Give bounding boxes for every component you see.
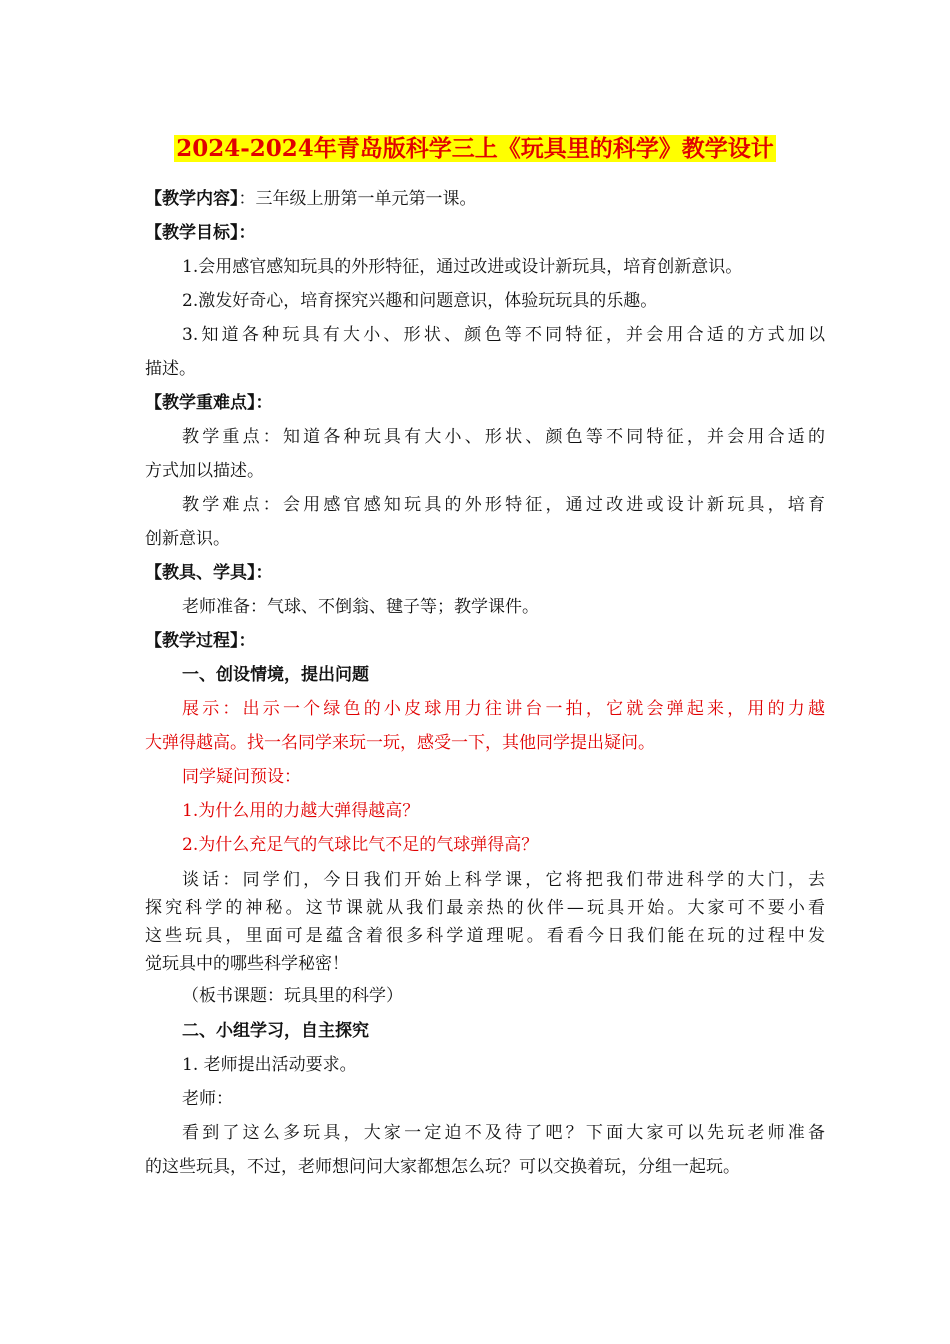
goal-item: 2.激发好奇心，培育探究兴趣和问题意识，体验玩玩具的乐趣。 <box>182 291 658 311</box>
process-colon: ： <box>238 631 256 651</box>
demo-line: 展示：出示一个绿色的小皮球用力往讲台一拍，它就会弹起来，用的力越 <box>182 699 825 719</box>
goal-item: 3.知道各种玩具有大小、形状、颜色等不同特征，并会用合适的方式加以 <box>182 325 825 345</box>
tools-text: 老师准备：气球、不倒翁、毽子等；教学课件。 <box>182 597 539 617</box>
section-two-heading: 二、小组学习，自主探究 <box>182 1021 369 1041</box>
key-point-line: 方式加以描述。 <box>145 461 264 481</box>
goal-item: 1.会用感官感知玩具的外形特征，通过改进或设计新玩具，培育创新意识。 <box>182 257 743 277</box>
tools-label: 【教具、学具】 <box>145 563 256 583</box>
teaching-content-text: ：三年级上册第一单元第一课。 <box>238 189 477 209</box>
teaching-goals-label: 【教学目标】 <box>145 223 239 243</box>
talk-line: 觉玩具中的哪些科学秘密！ <box>145 954 349 974</box>
goal-item-continued: 描述。 <box>145 359 196 379</box>
section-one-heading: 一、创设情境，提出问题 <box>182 665 369 685</box>
key-points-colon: ： <box>255 393 273 413</box>
teaching-content-label: 【教学内容】 <box>145 189 239 209</box>
preset-label: 同学疑问预设： <box>182 767 301 787</box>
teacher-speech-line: 的这些玩具，不过，老师想问问大家都想怎么玩？可以交换着玩，分组一起玩。 <box>145 1157 740 1177</box>
step-one: 1. 老师提出活动要求。 <box>182 1055 357 1075</box>
talk-line: 谈话：同学们，今日我们开始上科学课，它将把我们带进科学的大门，去 <box>182 870 825 890</box>
process-heading <box>145 624 825 658</box>
question-item: 2.为什么充足气的气球比气不足的气球弹得高？ <box>182 835 539 855</box>
board-title-note: （板书课题：玩具里的科学） <box>182 986 403 1006</box>
teacher-label: 老师： <box>182 1089 233 1109</box>
key-points-label: 【教学重难点】 <box>145 393 256 413</box>
title-text: 2024-2024年青岛版科学三上《玩具里的科学》教学设计 <box>176 135 774 162</box>
teaching-goals-colon: ： <box>238 223 256 243</box>
talk-line: 这些玩具，里面可是蕴含着很多科学道理呢。看看今日我们能在玩的过程中发 <box>145 926 825 946</box>
tools-heading <box>145 556 825 590</box>
teaching-content-line <box>145 182 825 216</box>
key-points-heading <box>145 386 825 420</box>
teacher-speech-line: 看到了这么多玩具，大家一定迫不及待了吧？下面大家可以先玩老师准备 <box>182 1123 825 1143</box>
document-title <box>0 132 950 166</box>
document-body <box>145 182 825 1184</box>
teaching-goals-heading <box>145 216 825 250</box>
talk-line: 探究科学的神秘。这节课就从我们最亲热的伙伴—玩具开始。大家可不要小看 <box>145 898 825 918</box>
question-item: 1.为什么用的力越大弹得越高？ <box>182 801 420 821</box>
tools-colon: ： <box>255 563 273 583</box>
process-label: 【教学过程】 <box>145 631 239 651</box>
demo-line: 大弹得越高。找一名同学来玩一玩，感受一下，其他同学提出疑问。 <box>145 733 655 753</box>
key-point-line: 教学重点：知道各种玩具有大小、形状、颜色等不同特征，并会用合适的 <box>182 427 825 447</box>
difficulty-line: 教学难点：会用感官感知玩具的外形特征，通过改进或设计新玩具，培育 <box>182 495 825 515</box>
difficulty-line: 创新意识。 <box>145 529 230 549</box>
